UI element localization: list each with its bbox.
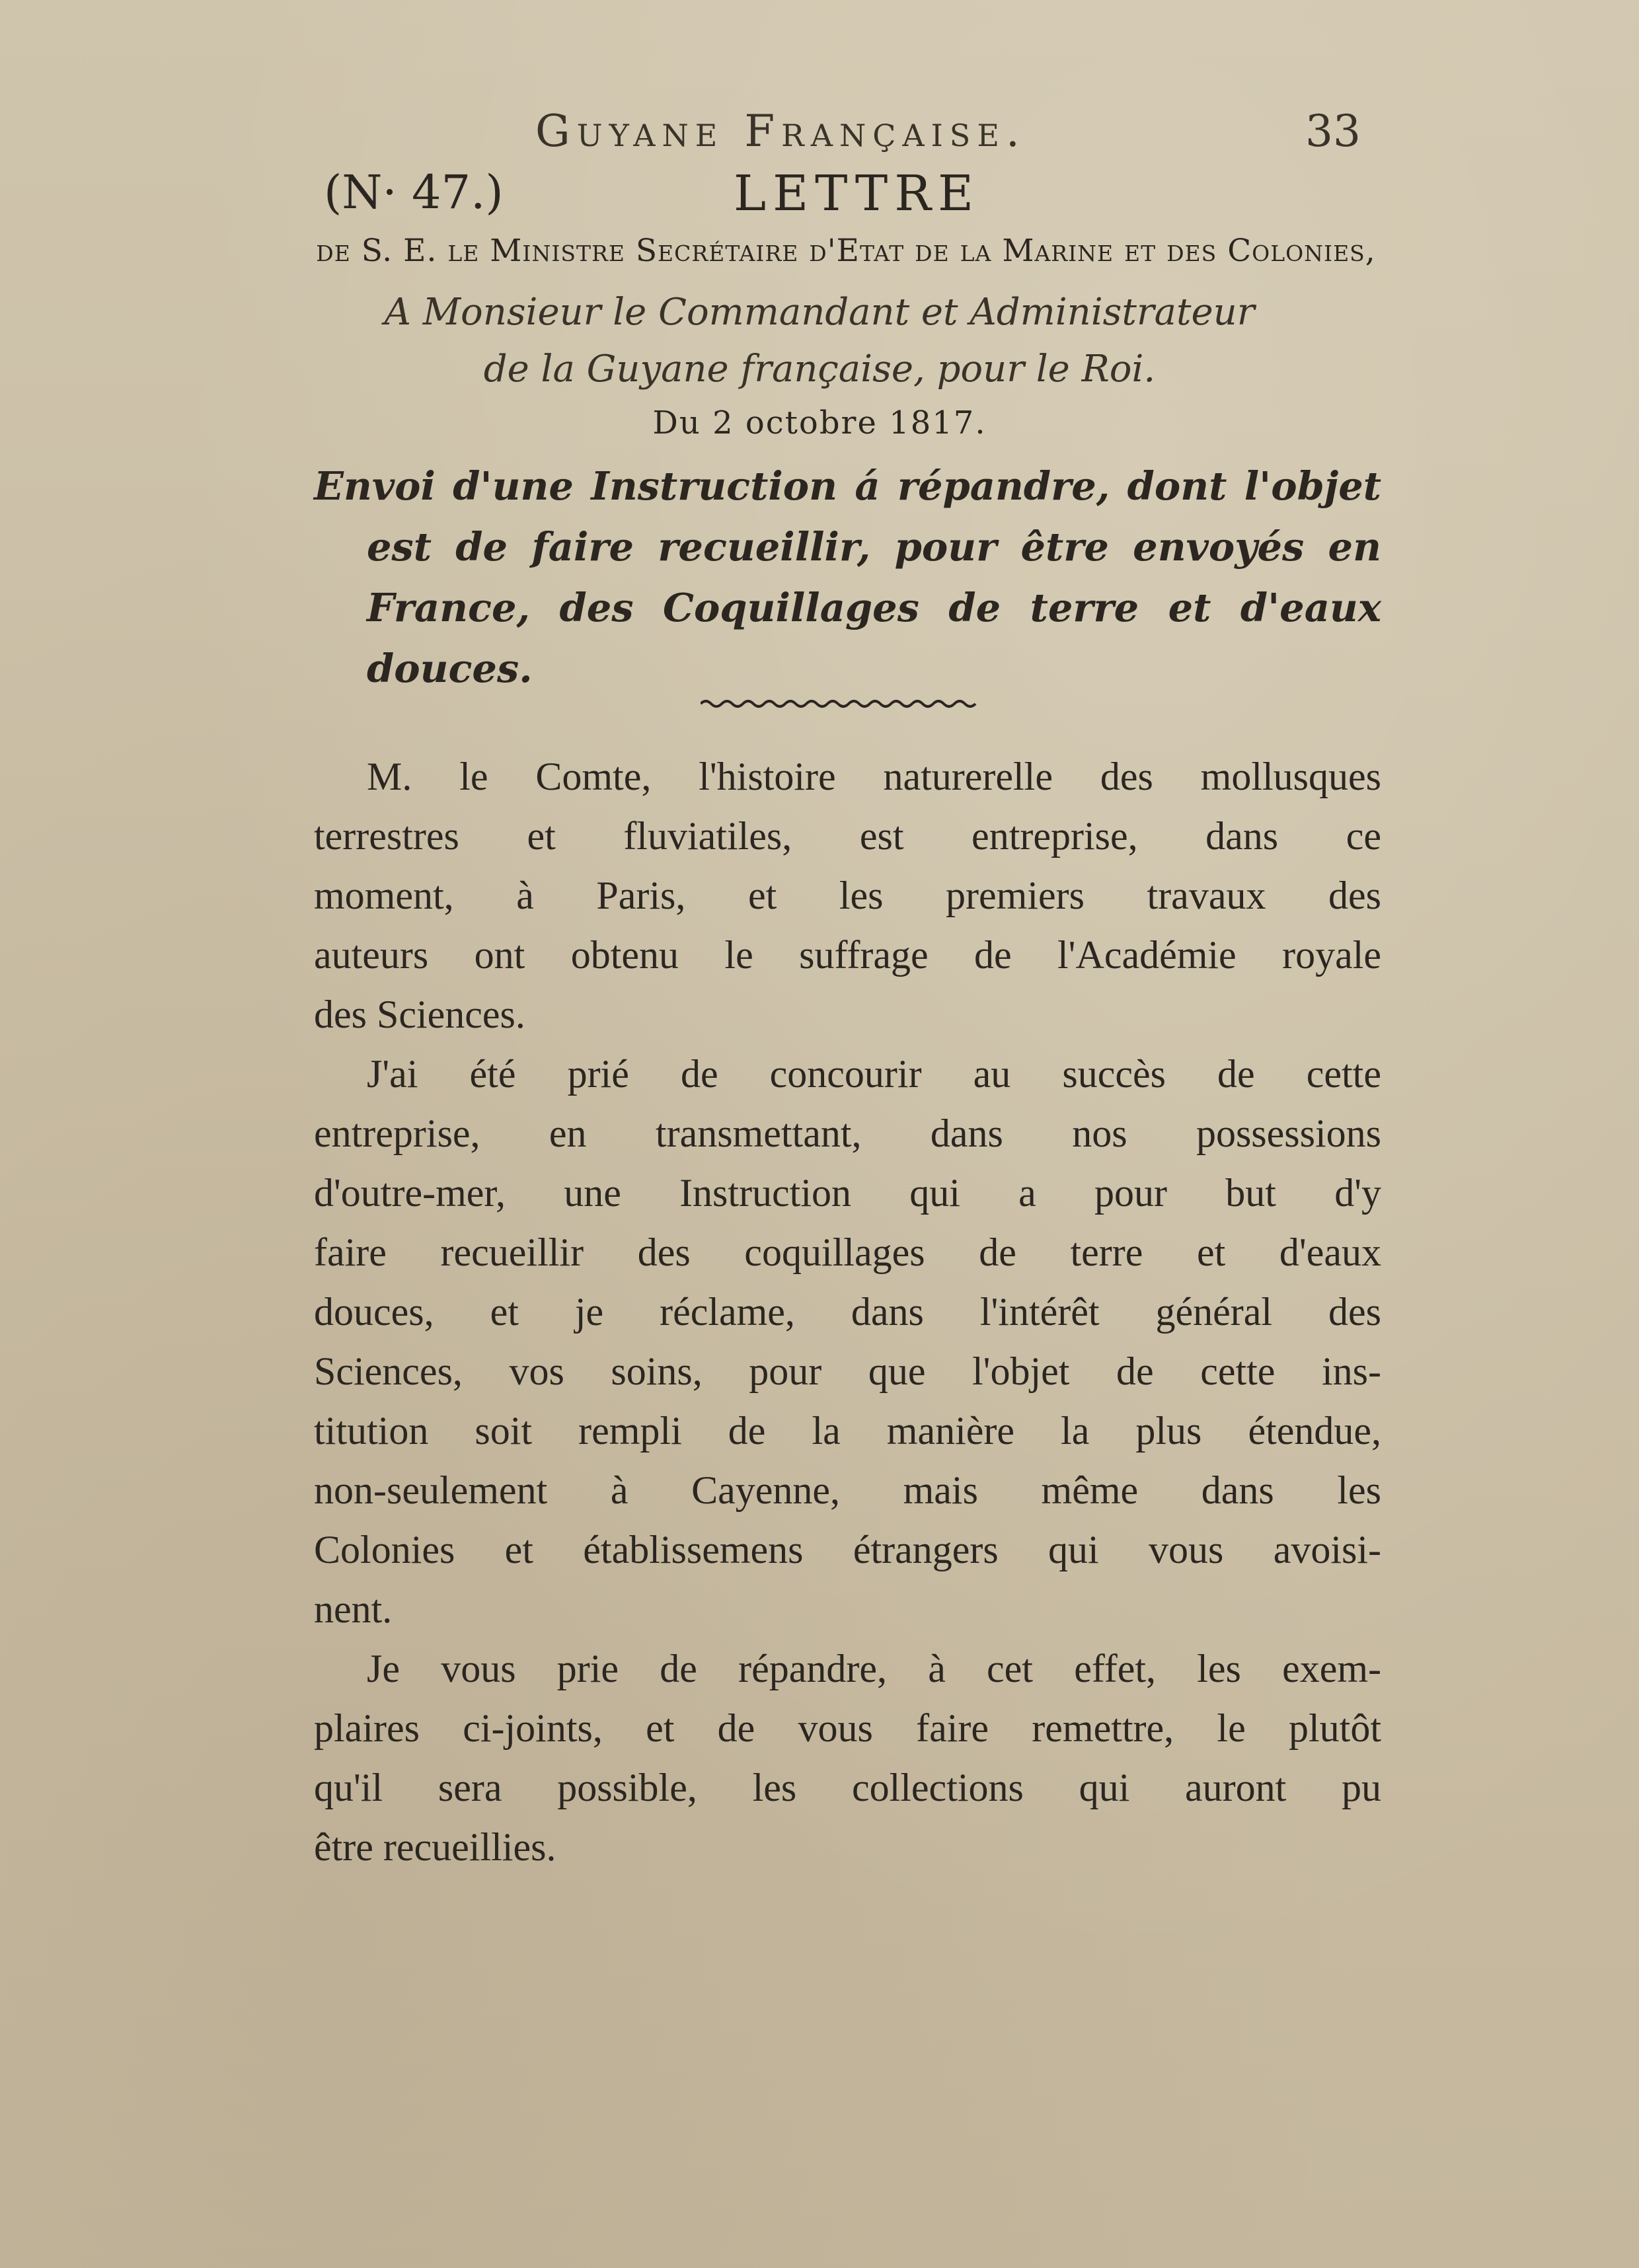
body-paragraph [314, 1044, 1381, 1639]
body-line: moment, à Paris, et les premiers travaux des [314, 874, 1381, 917]
sender-line: de S. E. le Ministre Secrétaire d'Etat de la Marine et des Colonies, [316, 233, 1376, 269]
body-line: nent. [314, 1587, 393, 1631]
body-line: M. le Comte, l'histoire naturerelle des mollusques [367, 755, 1381, 798]
body-line: auteurs ont obtenu le suffrage de l'Académie royale [314, 933, 1381, 977]
page-number: 33 [1305, 106, 1361, 157]
body-line: faire recueillir des coquillages de terre et d'eaux [314, 1230, 1381, 1274]
letter-body [314, 747, 1381, 1877]
body-line: non-seulement à Cayenne, mais même dans les [314, 1468, 1381, 1512]
body-line: terrestres et fluviatiles, est entreprise, dans ce [314, 814, 1381, 858]
document-number: (N· 47.) [324, 165, 504, 219]
summary-line: douces. [367, 646, 533, 691]
body-paragraph [314, 1639, 1381, 1877]
document-kind-title: LETTRE [734, 165, 980, 222]
body-line: qu'il sera possible, les collections qui auront pu [314, 1766, 1381, 1809]
body-line: J'ai été prié de concourir au succès de cette [367, 1052, 1381, 1096]
letter-summary [314, 456, 1381, 699]
body-line: être recueillies. [314, 1825, 556, 1869]
running-head: Guyane Française. [535, 106, 1026, 157]
wavy-divider-ornament [701, 697, 978, 710]
body-line: Sciences, vos soins, pour que l'objet de cette ins- [314, 1349, 1381, 1393]
body-line: plaires ci-joints, et de vous faire remettre, le plutôt [314, 1706, 1381, 1750]
body-line: titution soit rempli de la manière la plus étendue, [314, 1409, 1381, 1453]
letter-date: Du 2 octobre 1817. [652, 404, 987, 441]
body-line: d'outre-mer, une Instruction qui a pour but d'y [314, 1171, 1381, 1215]
body-line: Colonies et établissemens étrangers qui vous avoisi- [314, 1528, 1381, 1571]
summary-line: est de faire recueillir, pour être envoyés en [367, 524, 1381, 570]
addressee-line-2: de la Guyane française, pour le Roi. [483, 348, 1156, 391]
summary-line: Envoi d'une Instruction á répandre, dont l'objet [314, 463, 1381, 509]
body-line: entreprise, en transmettant, dans nos possessions [314, 1112, 1381, 1155]
body-line: des Sciences. [314, 993, 525, 1036]
body-line: douces, et je réclame, dans l'intérêt général des [314, 1290, 1381, 1334]
body-paragraph [314, 747, 1381, 1044]
body-line: Je vous prie de répandre, à cet effet, les exem- [367, 1647, 1381, 1690]
addressee-line-1: A Monsieur le Commandant et Administrateur [384, 291, 1255, 334]
summary-line: France, des Coquillages de terre et d'eaux [367, 585, 1381, 630]
